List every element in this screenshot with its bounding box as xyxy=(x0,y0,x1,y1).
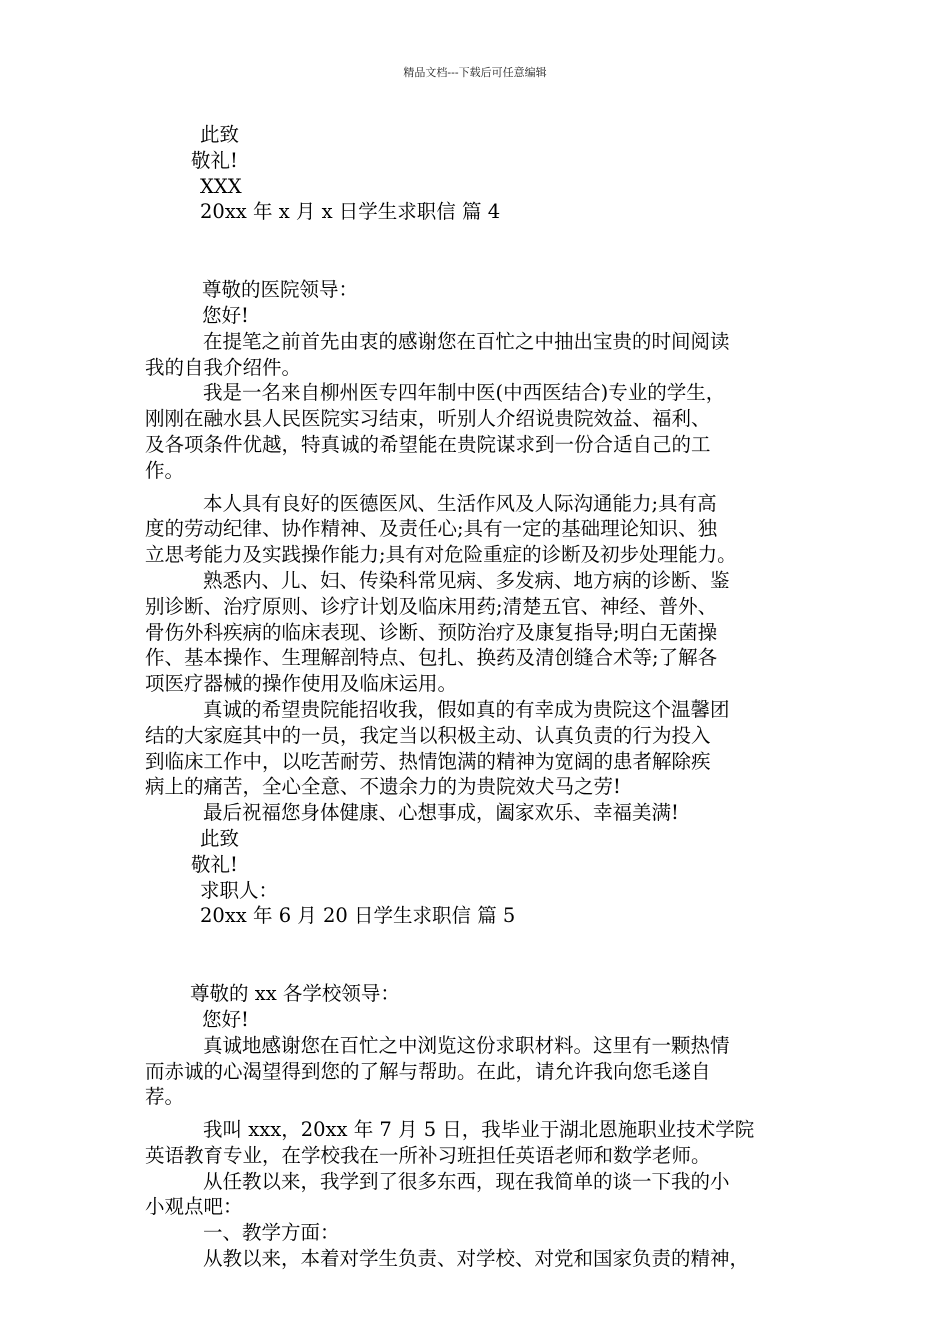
paragraph-line: 骨伤外科疾病的临床表现、诊断、预防治疗及康复指导;明白无菌操 xyxy=(145,620,718,644)
paragraph-line: 项医疗器械的操作使用及临床运用。 xyxy=(145,672,458,696)
paragraph-line: 我的自我介绍件。 xyxy=(145,355,302,379)
paragraph-line: 从教以来，本着对学生负责、对学校、对党和国家负责的精神， xyxy=(203,1247,750,1271)
paragraph-line: 从任教以来，我学到了很多东西，现在我简单的谈一下我的小 xyxy=(203,1169,730,1193)
closing-jingli: 敬礼! xyxy=(191,852,238,876)
paragraph-line: 及各项条件优越，特真诚的希望能在贵院谋求到一份合适自己的工 xyxy=(145,432,711,456)
spacer xyxy=(145,929,825,981)
paragraph-line: 英语教育专业，在学校我在一所补习班担任英语老师和数学老师。 xyxy=(145,1143,711,1167)
date-title-4: 20xx 年 x 月 x 日学生求职信 篇 4 xyxy=(200,200,501,224)
paragraph-line: 作、基本操作、生理解剖特点、包扎、换药及清创缝合术等;了解各 xyxy=(145,646,718,670)
paragraph-line: 立思考能力及实践操作能力;具有对危险重症的诊断及初步处理能力。 xyxy=(145,543,737,567)
paragraph-line: 在提笔之前首先由衷的感谢您在百忙之中抽出宝贵的时间阅读 xyxy=(203,329,730,353)
paragraph-line: 结的大家庭其中的一员，我定当以积极主动、认真负责的行为投入 xyxy=(145,723,711,747)
paragraph-line: 真诚的希望贵院能招收我，假如真的有幸成为贵院这个温馨团 xyxy=(203,697,730,721)
paragraph-line: 一、教学方面： xyxy=(203,1221,340,1245)
paragraph-line: 荐。 xyxy=(145,1085,185,1109)
paragraph-line: 我叫 xxx，20xx 年 7 月 5 日，我毕业于湖北恩施职业技术学院 xyxy=(203,1118,755,1142)
paragraph-line: 最后祝福您身体健康、心想事成，阖家欢乐、幸福美满! xyxy=(203,801,679,825)
paragraph-line: 熟悉内、儿、妇、传染科常见病、多发病、地方病的诊断、鉴 xyxy=(203,568,730,592)
greeting-5: 您好! xyxy=(202,1007,249,1031)
paragraph-line: 真诚地感谢您在百忙之中浏览这份求职材料。这里有一颗热情 xyxy=(203,1033,730,1057)
paragraph-line: 本人具有良好的医德医风、生活作风及人际沟通能力;具有高 xyxy=(203,491,717,515)
salutation-5: 尊敬的 xx 各学校领导： xyxy=(190,982,400,1006)
document-body xyxy=(145,122,825,1272)
spacer xyxy=(145,225,825,277)
spacer xyxy=(145,1110,825,1117)
closing-cizhi: 此致 xyxy=(200,826,240,850)
paragraph-line: 别诊断、治疗原则、诊疗计划及临床用药;清楚五官、神经、普外、 xyxy=(145,594,718,618)
signer: XXX xyxy=(200,174,242,198)
paragraph-line: 刚刚在融水县人民医院实习结束，听别人介绍说贵院效益、福利、 xyxy=(145,407,711,431)
greeting-4: 您好! xyxy=(202,303,249,327)
paragraph-line: 而赤诚的心渴望得到您的了解与帮助。在此，请允许我向您毛遂自 xyxy=(145,1059,711,1083)
signer: 求职人： xyxy=(200,878,279,902)
paragraph-line: 到临床工作中，以吃苦耐劳、热情饱满的精神为宽阔的患者解除疾 xyxy=(145,749,711,773)
page-header: 精品文档---下载后可任意编辑 xyxy=(403,66,547,79)
paragraph-line: 作。 xyxy=(145,458,185,482)
paragraph-line: 度的劳动纪律、协作精神、及责任心;具有一定的基础理论知识、独 xyxy=(145,517,718,541)
spacer xyxy=(145,484,825,491)
date-title-5: 20xx 年 6 月 20 日学生求职信 篇 5 xyxy=(200,904,516,928)
salutation-4: 尊敬的医院领导： xyxy=(202,278,359,302)
closing-jingli: 敬礼! xyxy=(191,148,238,172)
paragraph-line: 病上的痛苦，全心全意、不遗余力的为贵院效犬马之劳! xyxy=(145,775,621,799)
paragraph-line: 我是一名来自柳州医专四年制中医(中西医结合)专业的学生， xyxy=(203,381,726,405)
closing-cizhi: 此致 xyxy=(200,123,240,146)
paragraph-line: 小观点吧： xyxy=(145,1195,243,1219)
